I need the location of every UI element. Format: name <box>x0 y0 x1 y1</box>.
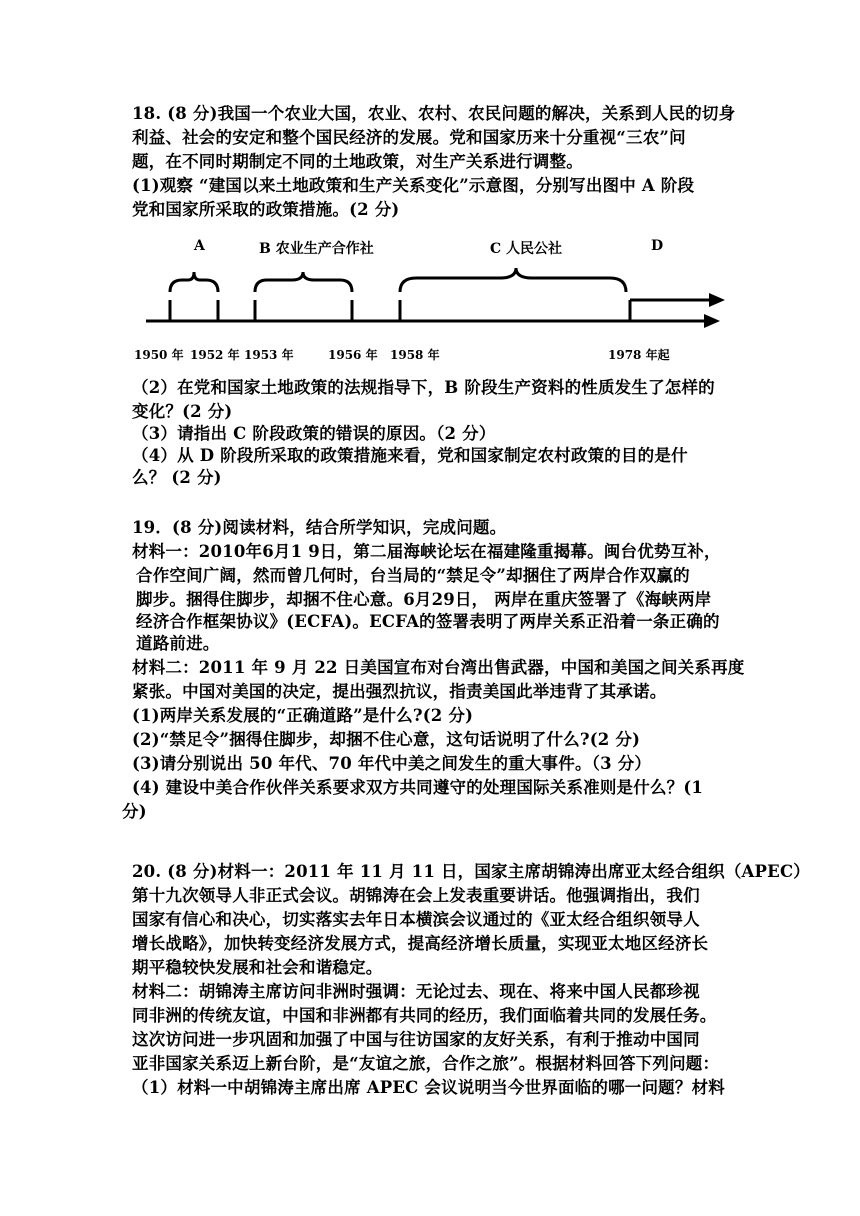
q19-line: (4) 建设中美合作伙伴关系要求双方共同遵守的处理国际关系准则是什么？(1 <box>132 778 704 797</box>
stage-b-label: B 农业生产合作社 <box>259 241 374 257</box>
q19-line: (2)“禁足令”捆得住脚步，却捆不住心意，这句话说明了什么?(2 分) <box>132 730 641 749</box>
q19-line: (1)两岸关系发展的“正确道路”是什么?(2 分) <box>132 706 474 725</box>
brace-a <box>170 272 218 292</box>
q19-line: 分) <box>122 802 147 821</box>
q19-line: 材料二：2011 年 9 月 22 日美国宣布对台湾出售武器，中国和美国之间关系再度 <box>132 658 745 677</box>
year-label: 1956 年 <box>328 348 378 362</box>
stage-c-label: C 人民公社 <box>490 241 563 257</box>
q20-line: 同非洲的传统友谊，中国和非洲都有共同的经历，我们面临着共同的发展任务。 <box>132 1006 717 1025</box>
q18-line: 党和国家所采取的政策措施。(2 分) <box>132 200 400 219</box>
stage-a-label: A <box>194 238 205 254</box>
year-label: 1950 年 <box>134 348 184 362</box>
q20-line: （1）材料一中胡锦涛主席出席 APEC 会议说明当今世界面临的哪一问题？材料 <box>132 1078 725 1097</box>
q20-line: 国家有信心和决心，切实落实去年日本横滨会议通过的《亚太经合组织领导人 <box>132 910 700 929</box>
q18-subquestion: （4）从 D 阶段所采取的政策措施来看，党和国家制定农村政策的目的是什 <box>132 446 688 465</box>
q18-subquestion: （3）请指出 C 阶段政策的错误的原因。（2 分） <box>132 424 496 443</box>
q19-line: 道路前进。 <box>136 634 220 653</box>
timeline-axis-arrow <box>704 314 720 328</box>
q18-subquestion: 么？ (2 分) <box>132 468 222 487</box>
year-label: 1958 年 <box>390 348 440 362</box>
q19-line: 材料一：2010年6月1 9日，第二届海峡论坛在福建隆重揭幕。闽台优势互补， <box>132 542 721 561</box>
q20-line: 这次访问进一步巩固和加强了中国与往访国家的友好关系，有利于推动中国同 <box>132 1030 700 1049</box>
year-label: 1952 年 <box>190 348 240 362</box>
brace-b <box>255 272 352 292</box>
q20-line: 增长战略》，加快转变经济发展方式，提高经济增长质量，实现亚太地区经济长 <box>132 934 709 953</box>
q19-line: 19．(8 分)阅读材料，结合所学知识，完成问题。 <box>132 518 507 537</box>
q18-line: 题，在不同时期制定不同的土地政策，对生产关系进行调整。 <box>132 152 583 171</box>
year-label: 1978 年起 <box>608 348 670 362</box>
q18-line: 18. (8 分)我国一个农业大国，农业、农村、农民问题的解决，关系到人民的切身 <box>132 104 736 123</box>
q20-line: 期平稳较快发展和社会和谐稳定。 <box>132 958 383 977</box>
q19-line: 合作空间广阔，然而曾几何时，台当局的“禁足令”却捆住了两岸合作双赢的 <box>136 566 690 585</box>
q19-line: (3)请分别说出 50 年代、70 年代中美之间发生的重大事件。（3 分） <box>132 754 652 773</box>
q18-subquestion: （2）在党和国家土地政策的法规指导下，B 阶段生产资料的性质发生了怎样的 <box>132 378 715 397</box>
q19-line: 经济合作框架协议》(ECFA)。ECFA的签署表明了两岸关系正沿着一条正确的 <box>136 612 720 631</box>
year-label: 1953 年 <box>244 348 294 362</box>
q19-line: 脚步。捆得住脚步，却捆不住心意。6月29日， 两岸在重庆签署了《海峡两岸 <box>136 590 712 609</box>
q20-line: 20. (8 分)材料一：2011 年 11 月 11 日，国家主席胡锦涛出席亚太经合组织（APEC） <box>132 862 810 881</box>
q18-line: (1)观察 “建国以来土地政策和生产关系变化”示意图，分别写出图中 A 阶段 <box>132 176 695 195</box>
q18-line: 利益、社会的安定和整个国民经济的发展。党和国家历来十分重视“三农”问 <box>132 128 686 147</box>
q20-line: 材料二：胡锦涛主席访问非洲时强调：无论过去、现在、将来中国人民都珍视 <box>132 982 700 1001</box>
stage-d-label: D <box>651 238 664 254</box>
q18-subquestion: 变化？(2 分) <box>132 402 233 421</box>
timeline-diagram <box>130 232 730 372</box>
d-arrow-head <box>709 293 725 307</box>
q20-line: 亚非国家关系迈上新台阶，是“友谊之旅，合作之旅”。根据材料回答下列问题： <box>132 1054 720 1073</box>
q20-line: 第十九次领导人非正式会议。胡锦涛在会上发表重要讲话。他强调指出，我们 <box>132 886 700 905</box>
q19-line: 紧张。中国对美国的决定，提出强烈抗议，指责美国此举违背了其承诺。 <box>132 682 667 701</box>
brace-c <box>400 268 626 292</box>
